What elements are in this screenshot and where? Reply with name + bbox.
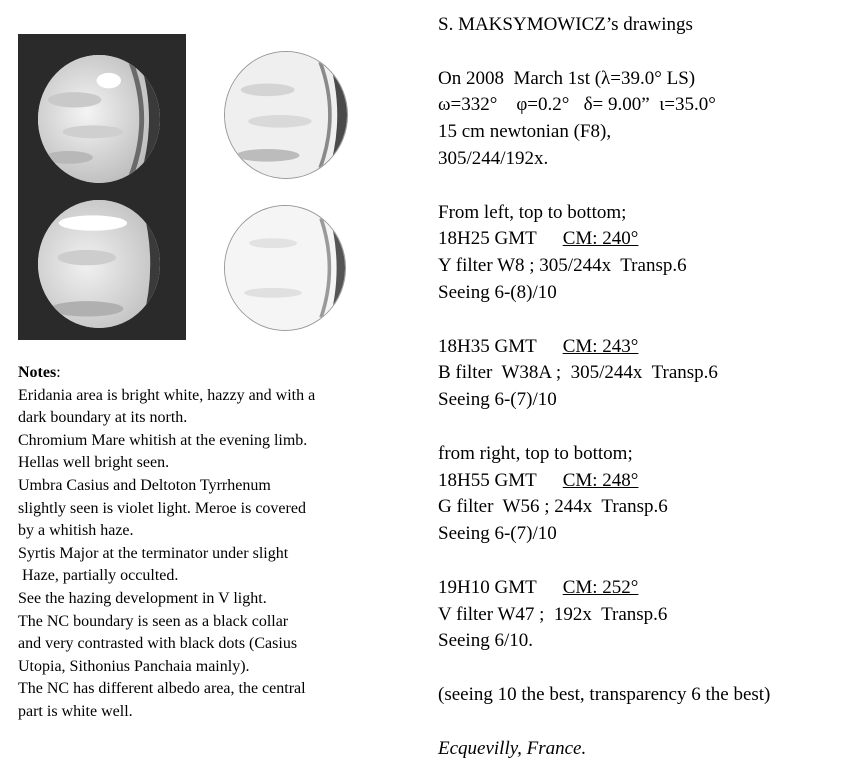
note-line: Utopia, Sithonius Panchaia mainly).: [18, 657, 250, 675]
obs-filter: G filter W56 ; 244x Transp.6: [438, 496, 668, 518]
order-right-line: from right, top to bottom;: [438, 442, 633, 464]
note-line: by a whitish haze.: [18, 522, 134, 540]
obs-cm: CM: 248°: [562, 469, 639, 491]
obs-1-time-line: [438, 226, 858, 253]
note-line: and very contrasted with black dots (Casius: [18, 635, 298, 653]
mars-drawing-v-filter: [224, 205, 346, 331]
note-line: The NC boundary is seen as a black collar: [18, 612, 289, 630]
note-line: The NC has different albedo area, the central: [18, 680, 306, 698]
obs-4-time-line: [438, 575, 858, 602]
note-line: See the hazing development in V light.: [18, 589, 267, 607]
mars-drawing-b-filter: [38, 200, 160, 328]
obs-time: 18H35 GMT: [438, 335, 537, 357]
obs-time: 19H10 GMT: [438, 576, 537, 598]
obs-seeing: Seeing 6-(8)/10: [438, 281, 557, 303]
note-line: Chromium Mare whitish at the evening limb.: [18, 431, 308, 449]
obs-cm: CM: 240°: [562, 228, 639, 250]
order-left-line: From left, top to bottom;: [438, 201, 627, 223]
note-line: dark boundary at its north.: [18, 409, 188, 427]
notes-header: Notes: [18, 364, 57, 381]
date-line: On 2008 March 1st (λ=39.0° LS): [438, 67, 696, 89]
note-line: Eridania area is bright white, hazzy and with a: [18, 386, 316, 404]
obs-seeing: Seeing 6/10.: [438, 630, 533, 652]
mars-drawing-y-filter: [38, 55, 160, 183]
obs-time: 18H55 GMT: [438, 469, 537, 491]
telescope-line: 15 cm newtonian (F8),: [438, 121, 612, 143]
scale-note: (seeing 10 the best, transparency 6 the best): [438, 683, 771, 705]
note-line: Hellas well bright seen.: [18, 454, 170, 472]
note-line: Syrtis Major at the terminator under slight: [18, 544, 289, 562]
obs-time: 18H25 GMT: [438, 228, 537, 250]
obs-2-time-line: [438, 334, 858, 361]
obs-cm: CM: 243°: [562, 335, 639, 357]
obs-seeing: Seeing 6-(7)/10: [438, 389, 557, 411]
notes-block: Notes: Eridania area is bright white, hazzy and with a dark boundary at its north. Chromium Mare whitish at the evening limb. Hellas well bright seen. Umbra Casius and Deltoton Tyrrhenum slightly seen is violet light. Meroe is covered by a whitish haze. Syrtis Major at the terminator under slight Haze, partially occulted. See the hazing development in V light. The NC boundary is seen as a black collar and very contrasted with black dots (Casius Utopia, Sithonius Panchaia mainly). The NC has different albedo area, the central part is white well.: [18, 362, 408, 724]
magnification-line: 305/244/192x.: [438, 147, 549, 169]
observation-details: [438, 12, 858, 762]
obs-seeing: Seeing 6-(7)/10: [438, 523, 557, 545]
note-line: part is white well.: [18, 702, 133, 720]
obs-cm: CM: 252°: [562, 576, 639, 598]
location: Ecquevilly, France.: [438, 737, 587, 759]
note-line: slightly seen is violet light. Meroe is covered: [18, 499, 306, 517]
angles-line: ω=332° φ=0.2° δ= 9.00” ι=35.0°: [438, 94, 716, 116]
note-line: Haze, partially occulted.: [18, 567, 179, 585]
obs-3-time-line: [438, 468, 858, 495]
mars-drawing-g-filter: [224, 51, 348, 179]
obs-filter: B filter W38A ; 305/244x Transp.6: [438, 362, 718, 384]
note-line: Umbra Casius and Deltoton Tyrrhenum: [18, 476, 271, 494]
obs-filter: Y filter W8 ; 305/244x Transp.6: [438, 255, 687, 277]
obs-filter: V filter W47 ; 192x Transp.6: [438, 603, 668, 625]
page-title: S. MAKSYMOWICZ’s drawings: [438, 14, 693, 35]
